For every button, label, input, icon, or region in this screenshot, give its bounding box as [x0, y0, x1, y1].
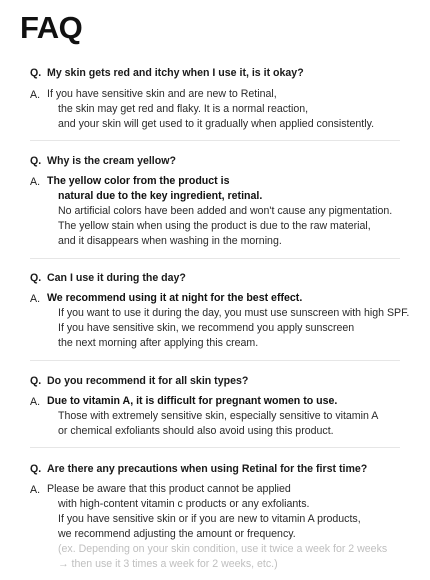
question-prefix: Q.	[30, 272, 42, 284]
answer-line: If you have sensitive skin and are new to Retinal,	[47, 88, 277, 100]
answer-line: If you have sensitive skin or if you are new to vitamin A products,	[58, 513, 361, 525]
answer-prefix: A.	[30, 293, 41, 305]
answer-line: (ex. Depending on your skin condition, use it twice a week for 2 weeks	[58, 543, 388, 555]
answer-prefix: A.	[30, 176, 41, 188]
answer-line: No artificial colors have been added and won't cause any pigmentation.	[58, 205, 393, 217]
answer-line: Please be aware that this product cannot be applied	[47, 483, 291, 495]
faq-answer-4	[47, 394, 417, 439]
faq-question-3: Can I use it during the day?	[47, 272, 186, 284]
answer-prefix: A.	[30, 396, 41, 408]
answer-line: with high-content vitamin c products or any exfoliants.	[58, 498, 310, 510]
question-prefix: Q.	[30, 463, 42, 475]
answer-line: Those with extremely sensitive skin, especially sensitive to vitamin A	[58, 410, 379, 422]
answer-line: → then use it 3 times a week for 2 weeks, etc.)	[58, 558, 278, 570]
answer-line: and your skin will get used to it gradually when applied consistently.	[58, 118, 375, 130]
answer-line: If you have sensitive skin, we recommend you apply sunscreen	[58, 322, 355, 334]
answer-line: The yellow stain when using the product is due to the raw material,	[58, 220, 371, 232]
faq-question-5: Are there any precautions when using Retinal for the first time?	[47, 463, 368, 475]
faq-divider	[30, 447, 400, 448]
faq-divider	[30, 258, 400, 259]
faq-question-1: My skin gets red and itchy when I use it, is it okay?	[47, 67, 304, 79]
answer-line: natural due to the key ingredient, retinal.	[58, 190, 263, 202]
answer-line: We recommend using it at night for the best effect.	[47, 292, 303, 304]
faq-divider	[30, 140, 400, 141]
faq-answer-2	[47, 174, 417, 249]
answer-prefix: A.	[30, 89, 41, 101]
page-title: FAQ	[20, 10, 83, 45]
answer-line: The yellow color from the product is	[47, 175, 230, 187]
answer-line: the skin may get red and flaky. It is a normal reaction,	[58, 103, 309, 115]
answer-line: we recommend adjusting the amount or frequency.	[58, 528, 296, 540]
faq-divider	[30, 360, 400, 361]
question-prefix: Q.	[30, 375, 42, 387]
answer-prefix: A.	[30, 484, 41, 496]
faq-question-2: Why is the cream yellow?	[47, 155, 176, 167]
answer-line: Due to vitamin A, it is difficult for pregnant women to use.	[47, 395, 338, 407]
faq-question-4: Do you recommend it for all skin types?	[47, 375, 249, 387]
question-prefix: Q.	[30, 155, 42, 167]
answer-line: the next morning after applying this cream.	[58, 337, 259, 349]
faq-answer-3	[47, 291, 417, 351]
answer-line: If you want to use it during the day, you must use sunscreen with high SPF.	[58, 307, 410, 319]
faq-answer-1	[47, 87, 417, 132]
answer-line: or chemical exfoliants should also avoid using this product.	[58, 425, 334, 437]
question-prefix: Q.	[30, 67, 42, 79]
faq-answer-5	[47, 482, 417, 572]
answer-line: and it disappears when washing in the morning.	[58, 235, 282, 247]
